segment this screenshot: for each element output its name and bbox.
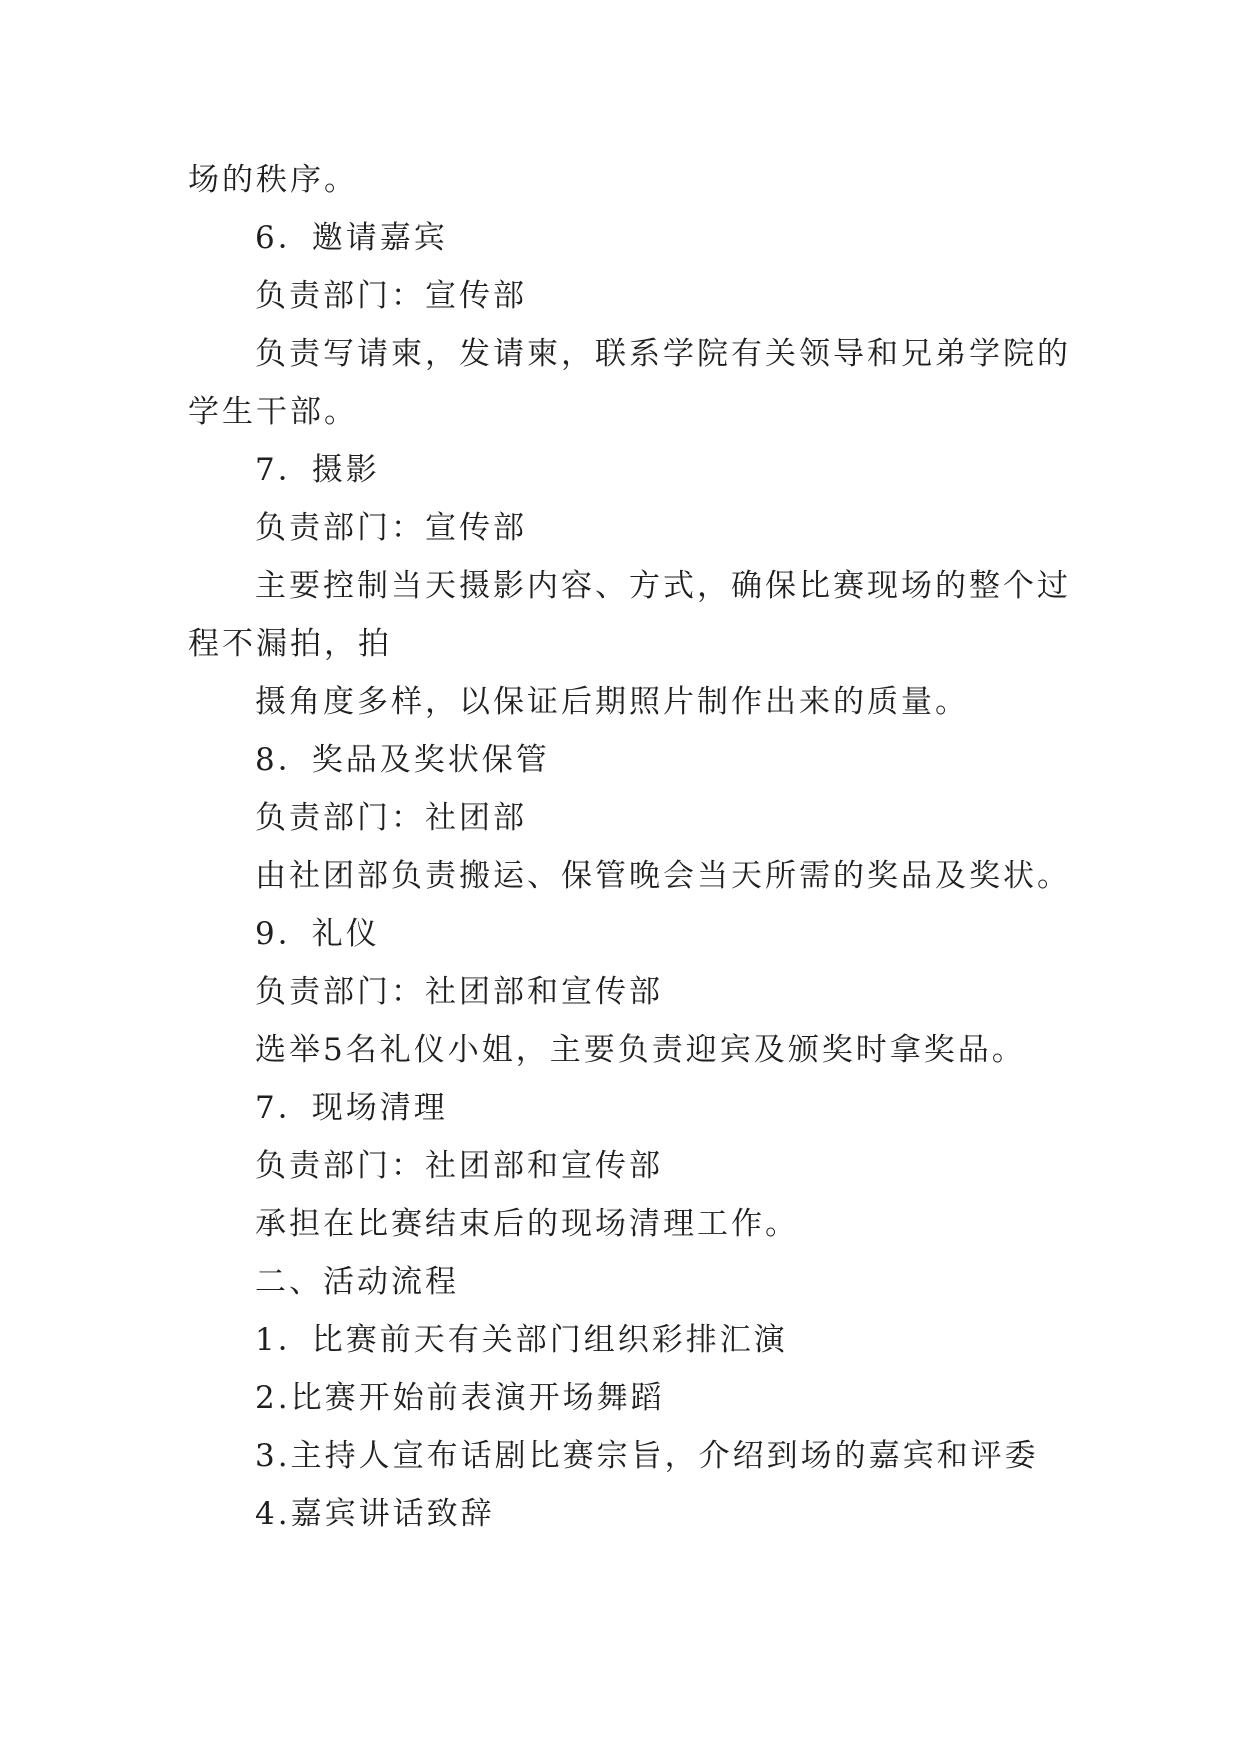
section-heading-prizes: 8．奖品及奖状保管 — [255, 742, 550, 778]
text-line: 负责部门：社团部 — [255, 800, 527, 836]
text-line: 主要控制当天摄影内容、方式，确保比赛现场的整个过 — [255, 568, 1071, 604]
section-heading-etiquette: 9．礼仪 — [255, 916, 380, 952]
text-line: 承担在比赛结束后的现场清理工作。 — [255, 1206, 799, 1242]
process-step: 1．比赛前天有关部门组织彩排汇演 — [255, 1322, 788, 1358]
text-line: 场的秩序。 — [188, 162, 358, 198]
text-line: 摄角度多样，以保证后期照片制作出来的质量。 — [255, 684, 969, 720]
text-line: 负责写请柬，发请柬，联系学院有关领导和兄弟学院的 — [255, 336, 1071, 372]
section-heading-photography: 7．摄影 — [255, 452, 380, 488]
section-heading-invite-guests: 6．邀请嘉宾 — [255, 220, 448, 256]
text-line: 选举5名礼仪小姐，主要负责迎宾及颁奖时拿奖品。 — [255, 1032, 1026, 1068]
text-line: 由社团部负责搬运、保管晚会当天所需的奖品及奖状。 — [255, 858, 1071, 894]
process-step: 3.主持人宣布话剧比赛宗旨，介绍到场的嘉宾和评委 — [255, 1438, 1039, 1474]
text-line: 负责部门：社团部和宣传部 — [255, 1148, 663, 1184]
text-line: 学生干部。 — [188, 394, 358, 430]
section-heading-activity-process: 二、活动流程 — [255, 1264, 459, 1300]
process-step: 4.嘉宾讲话致辞 — [255, 1496, 495, 1532]
text-line: 程不漏拍，拍 — [188, 626, 392, 662]
section-heading-cleanup: 7．现场清理 — [255, 1090, 448, 1126]
text-line: 负责部门：宣传部 — [255, 278, 527, 314]
process-step: 2.比赛开始前表演开场舞蹈 — [255, 1380, 665, 1416]
text-line: 负责部门：宣传部 — [255, 510, 527, 546]
text-line: 负责部门：社团部和宣传部 — [255, 974, 663, 1010]
